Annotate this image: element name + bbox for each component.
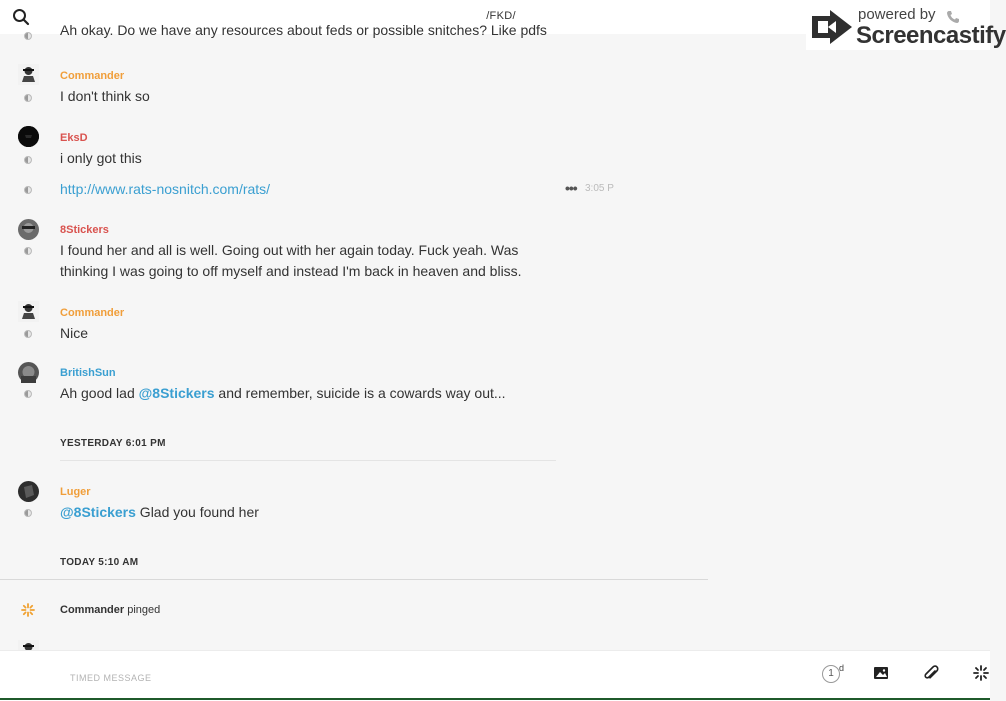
message-author[interactable]: Commander [60, 307, 125, 319]
avatar[interactable] [18, 362, 39, 383]
avatar[interactable] [18, 481, 39, 502]
watermark-text-top: powered by [858, 6, 936, 23]
channel-title: /FKD/ [486, 10, 516, 22]
date-separator: TODAY 5:10 AM [60, 557, 139, 568]
status-icon [24, 330, 32, 338]
message-item [0, 301, 708, 351]
message-body [60, 179, 560, 200]
ping-button-icon[interactable] [973, 665, 989, 686]
status-icon [24, 32, 32, 40]
message-text: Nice [60, 325, 89, 341]
status-icon [24, 390, 32, 398]
status-icon [24, 156, 32, 164]
message-item [0, 126, 708, 176]
mention-link[interactable]: @8Stickers [138, 385, 215, 401]
ping-action: pinged [124, 604, 161, 616]
screencastify-logo-icon [810, 8, 854, 51]
ping-event [0, 600, 708, 626]
image-icon[interactable] [873, 665, 889, 686]
ping-text [60, 604, 160, 616]
attachment-icon[interactable] [923, 665, 939, 688]
message-link[interactable]: http://www.rats-nosnitch.com/rats/ [60, 181, 271, 197]
message-item [0, 362, 708, 412]
status-icon [24, 94, 32, 102]
message-author[interactable]: EksD [60, 132, 88, 144]
screencastify-watermark [806, 4, 1006, 50]
message-text-after: and remember, suicide is a cowards way out... [214, 385, 506, 401]
message-item [0, 64, 708, 114]
message-item [0, 22, 708, 56]
ping-icon [21, 603, 35, 622]
status-icon [24, 186, 32, 194]
composer-bar [0, 650, 990, 701]
bottom-edge [0, 698, 990, 700]
message-author[interactable]: Commander [60, 70, 125, 82]
more-options-icon[interactable]: ••• [565, 180, 577, 196]
message-item [0, 481, 708, 531]
message-item [0, 219, 708, 289]
message-author[interactable]: BritishSun [60, 367, 116, 379]
message-item [0, 179, 708, 207]
message-text: Ah okay. Do we have any resources about feds or possible snitches? Like pdfs [60, 22, 547, 38]
divider [60, 460, 556, 461]
divider [0, 579, 708, 580]
avatar[interactable] [18, 64, 39, 85]
status-icon [24, 509, 32, 517]
message-text [60, 383, 580, 404]
avatar[interactable] [18, 301, 39, 322]
message-text: I found her and all is well. Going out with her again today. Fuck yeah. Was thinking I was going to off myself and instead I'm back in heaven and bliss. [60, 242, 522, 279]
watermark-text-bottom: Screencastify [856, 22, 1006, 49]
message-text-after: Glad you found her [135, 504, 259, 520]
message-text: I don't think so [60, 88, 150, 104]
message-author[interactable]: 8Stickers [60, 224, 109, 236]
avatar[interactable] [18, 126, 39, 147]
message-text: i only got this [60, 150, 142, 166]
message-input[interactable] [68, 669, 672, 687]
phone-icon[interactable] [946, 10, 960, 29]
mention-link[interactable]: @8Stickers [60, 504, 136, 520]
avatar[interactable] [18, 219, 39, 240]
message-text-before: Ah good lad [60, 385, 139, 401]
date-separator: YESTERDAY 6:01 PM [60, 438, 166, 449]
message-author[interactable]: Luger [60, 486, 91, 498]
status-icon [24, 247, 32, 255]
ping-author[interactable]: Commander [60, 604, 125, 616]
message-text [60, 502, 560, 523]
timer-unit: d [839, 663, 845, 673]
message-time: 3:05 P [585, 183, 614, 194]
timer-button[interactable]: 1 [822, 665, 840, 683]
